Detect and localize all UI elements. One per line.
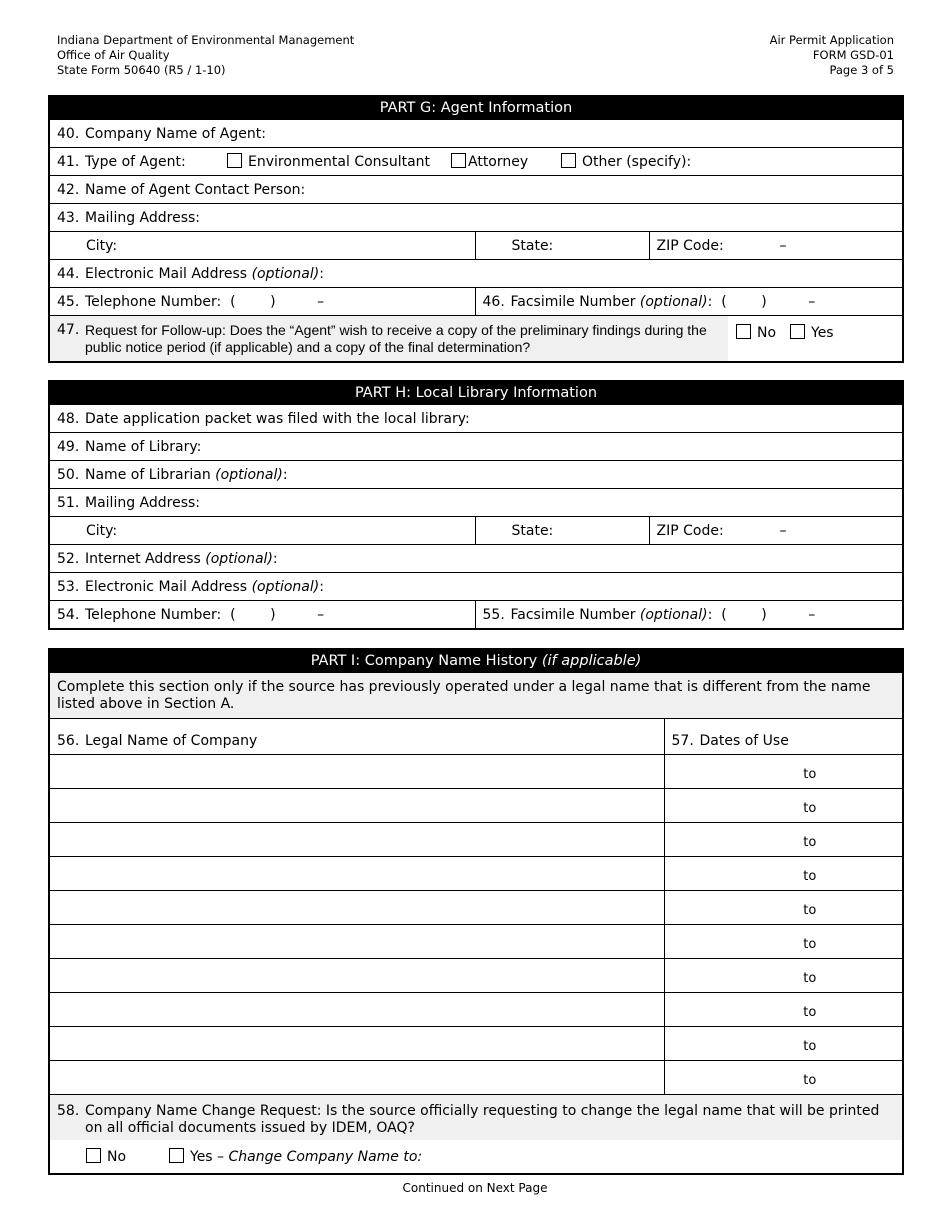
dates-of-use-cell[interactable]: to	[664, 823, 903, 857]
q41-type-of-agent: 41. Type of Agent: Environmental Consultant Attorney Other (specify):	[49, 148, 903, 176]
q40-company-name-agent-field[interactable]: 40. Company Name of Agent:	[49, 120, 903, 148]
state-form-number: State Form 50640 (R5 / 1-10)	[57, 63, 226, 77]
table-row	[49, 789, 903, 823]
agent-state-field[interactable]: State:	[475, 232, 649, 260]
table-row	[49, 1027, 903, 1061]
part-h-table	[48, 380, 904, 630]
legal-name-cell[interactable]	[49, 857, 664, 891]
dates-of-use-cell[interactable]: to	[664, 755, 903, 789]
dates-of-use-cell[interactable]: to	[664, 891, 903, 925]
checkbox-q47-no[interactable]	[736, 324, 751, 339]
agent-zip-field[interactable]: ZIP Code: –	[649, 232, 903, 260]
library-zip-field[interactable]: ZIP Code: –	[649, 517, 903, 545]
q58-name-change-row	[49, 1095, 903, 1175]
col-57-header: 57. Dates of Use	[664, 719, 903, 755]
checkbox-q58-yes[interactable]	[169, 1148, 184, 1163]
q47-question: 47. Request for Follow-up: Does the “Agent” wish to receive a copy of the preliminary findings during the public notice period (if applicable) and a copy of the final determination?	[50, 316, 728, 361]
legal-name-cell[interactable]	[49, 993, 664, 1027]
legal-name-cell[interactable]	[49, 959, 664, 993]
part-g-title: PART G: Agent Information	[49, 96, 903, 120]
part-g-table	[48, 95, 904, 363]
library-state-field[interactable]: State:	[475, 517, 649, 545]
q51-mailing-address-field[interactable]: 51. Mailing Address:	[49, 489, 903, 517]
legal-name-cell[interactable]	[49, 823, 664, 857]
checkbox-attorney[interactable]	[451, 153, 466, 168]
checkbox-q47-yes[interactable]	[790, 324, 805, 339]
name-history-rows	[49, 755, 903, 1095]
header-right	[770, 33, 894, 78]
dates-of-use-cell[interactable]: to	[664, 789, 903, 823]
checkbox-q58-no[interactable]	[86, 1148, 101, 1163]
q55-fax-field[interactable]: 55. Facsimile Number (optional): ( ) –	[475, 601, 903, 630]
q49-library-name-field[interactable]: 49. Name of Library:	[49, 433, 903, 461]
q46-fax-field[interactable]: 46. Facsimile Number (optional): ( ) –	[475, 288, 903, 316]
q52-internet-address-field[interactable]: 52. Internet Address (optional):	[49, 545, 903, 573]
q58-question: 58. Company Name Change Request: Is the source officially requesting to change the legal name that will be printed on all official documents issued by IDEM, OAQ?	[50, 1095, 902, 1140]
page-number: Page 3 of 5	[829, 63, 894, 77]
table-row	[49, 993, 903, 1027]
table-row	[49, 959, 903, 993]
library-city-field[interactable]: City:	[49, 517, 475, 545]
table-row	[49, 823, 903, 857]
header-left	[57, 33, 354, 78]
agency-name: Indiana Department of Environmental Management	[57, 33, 355, 47]
dates-of-use-cell[interactable]: to	[664, 993, 903, 1027]
legal-name-cell[interactable]	[49, 925, 664, 959]
agent-city-field[interactable]: City:	[49, 232, 475, 260]
q44-email-field[interactable]: 44. Electronic Mail Address (optional):	[49, 260, 903, 288]
q43-mailing-address-field[interactable]: 43. Mailing Address:	[49, 204, 903, 232]
part-i-instructions: Complete this section only if the source has previously operated under a legal name that is different from the name listed above in Section A.	[49, 673, 903, 719]
col-56-header: 56. Legal Name of Company	[49, 719, 664, 755]
legal-name-cell[interactable]	[49, 891, 664, 925]
table-row	[49, 891, 903, 925]
legal-name-cell[interactable]	[49, 1061, 664, 1095]
form-title: Air Permit Application	[769, 33, 894, 47]
dates-of-use-cell[interactable]: to	[664, 857, 903, 891]
q48-date-filed-field[interactable]: 48. Date application packet was filed with the local library:	[49, 405, 903, 433]
dates-of-use-cell[interactable]: to	[664, 959, 903, 993]
dates-of-use-cell[interactable]: to	[664, 1027, 903, 1061]
table-row	[49, 925, 903, 959]
q47-answers: No Yes	[728, 316, 834, 361]
part-h-title: PART H: Local Library Information	[49, 381, 903, 405]
q42-agent-contact-field[interactable]: 42. Name of Agent Contact Person:	[49, 176, 903, 204]
dates-of-use-cell[interactable]: to	[664, 925, 903, 959]
q45-telephone-field[interactable]: 45. Telephone Number: ( ) –	[49, 288, 475, 316]
form-id: FORM GSD-01	[812, 48, 894, 62]
legal-name-cell[interactable]	[49, 789, 664, 823]
table-row	[49, 1061, 903, 1095]
q53-email-field[interactable]: 53. Electronic Mail Address (optional):	[49, 573, 903, 601]
q54-telephone-field[interactable]: 54. Telephone Number: ( ) –	[49, 601, 475, 630]
q58-answers: No Yes – Change Company Name to:	[50, 1140, 902, 1173]
dates-of-use-cell[interactable]: to	[664, 1061, 903, 1095]
q47-follow-up-row	[49, 316, 903, 363]
table-row	[49, 755, 903, 789]
checkbox-other[interactable]	[561, 153, 576, 168]
legal-name-cell[interactable]	[49, 1027, 664, 1061]
part-i-title: PART I: Company Name History (if applicable)	[49, 649, 903, 673]
continued-footer: Continued on Next Page	[402, 1181, 548, 1195]
office-name: Office of Air Quality	[57, 48, 170, 62]
checkbox-environmental-consultant[interactable]	[227, 153, 242, 168]
legal-name-cell[interactable]	[49, 755, 664, 789]
q50-librarian-field[interactable]: 50. Name of Librarian (optional):	[49, 461, 903, 489]
table-row	[49, 857, 903, 891]
part-i-table	[48, 648, 904, 1175]
